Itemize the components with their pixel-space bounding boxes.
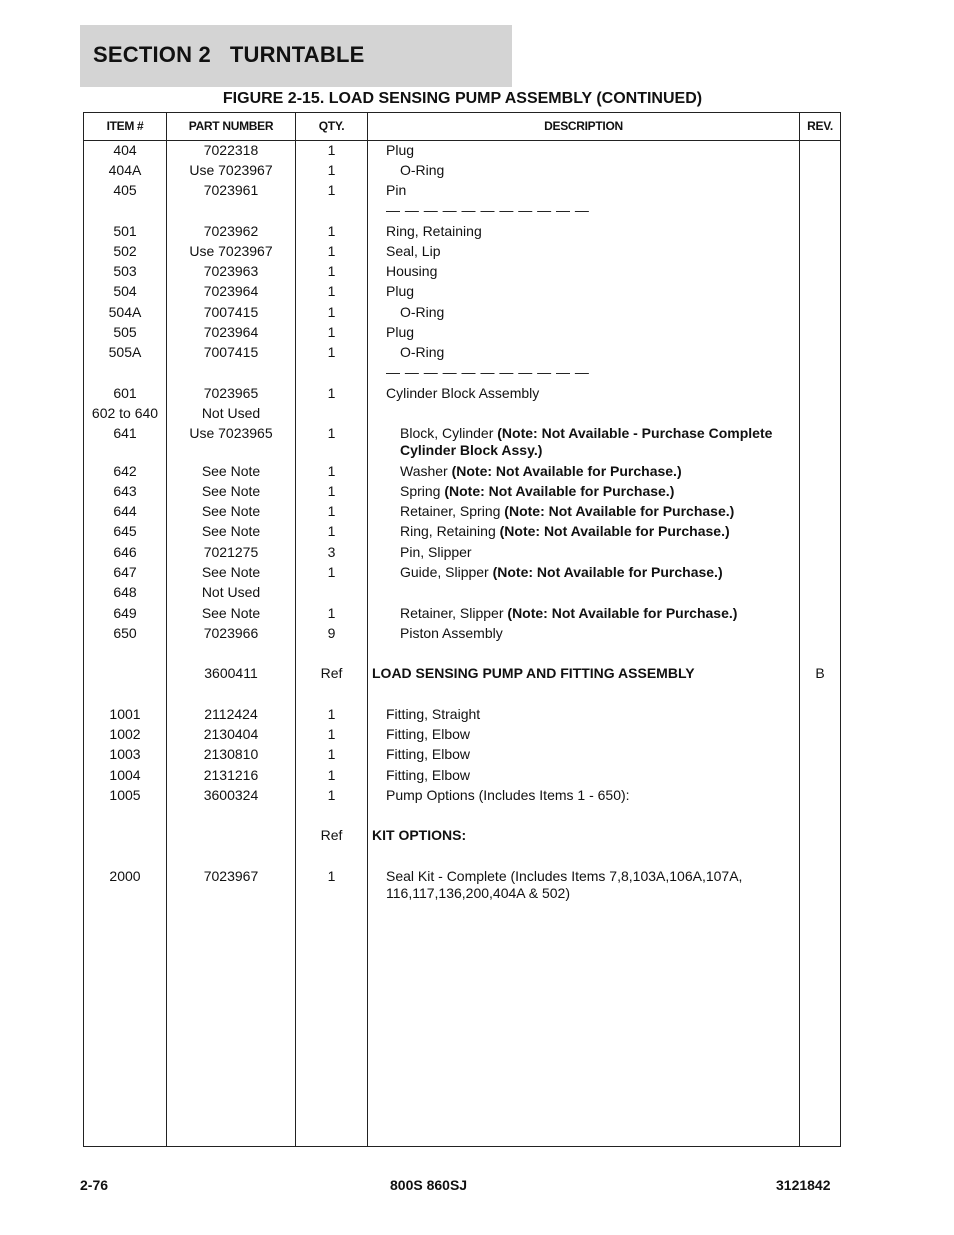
part-number: See Note [201,523,261,539]
availability-note: (Note: Not Available for Purchase.) [507,605,738,621]
part-number: 2130404 [203,726,259,742]
description [386,324,798,341]
quantity: 1 [327,503,336,519]
section-band [80,25,512,87]
description-text: Plug [386,283,415,299]
footer-page-number: 2-76 [80,1177,109,1193]
availability-note: (Note: Not Available for Purchase.) [451,463,682,479]
quantity: 1 [327,283,336,299]
item-number: 501 [113,223,137,239]
column-header-part-number: PART NUMBER [188,119,274,133]
part-number: 7007415 [203,304,259,320]
header-divider [84,140,840,141]
description-text: Piston Assembly [400,625,503,641]
description [372,665,798,682]
description [400,503,800,520]
description [400,564,800,581]
description [400,162,800,179]
description-text: Guide, Slipper [400,564,493,580]
description-text: Spring [400,483,445,499]
part-number: See Note [201,605,261,621]
item-number: 601 [113,385,137,401]
description [386,706,798,723]
part-number: 7007415 [203,344,259,360]
part-number: 7023964 [203,283,259,299]
description-text: O-Ring [400,162,445,178]
quantity: 1 [327,142,336,158]
quantity: 1 [327,726,336,742]
item-number: 1002 [109,726,141,742]
item-number: 404 [113,142,137,158]
quantity: 1 [327,385,336,401]
part-number: 7023961 [203,182,259,198]
quantity: 1 [327,182,336,198]
item-number: 641 [113,425,137,441]
availability-note: (Note: Not Available - Purchase Complete Cylinder Block Assy.) [400,425,773,458]
description [386,868,798,902]
item-number: 602 to 640 [91,405,159,421]
description-text: Pin, Slipper [400,544,472,560]
description [386,142,798,159]
item-number: 1004 [109,767,141,783]
group-separator [386,364,798,381]
description-text: Pin [386,182,407,198]
description [400,625,800,642]
part-number: 2131216 [203,767,259,783]
description-text: Fitting, Straight [386,706,481,722]
part-number: 7021275 [203,544,259,560]
description-text: Plug [386,324,415,340]
quantity: 1 [327,344,336,360]
quantity: 1 [327,564,336,580]
description-text: Plug [386,142,415,158]
part-number: See Note [201,463,261,479]
availability-note: (Note: Not Available for Purchase.) [499,523,730,539]
description-text: Seal Kit - Complete (Includes Items 7,8,103A,106A,107A, 116,117,136,200,404A & 502) [386,868,743,901]
description [386,223,798,240]
description-text: — — — — — — — — — — — [386,364,590,380]
quantity: 1 [327,425,336,441]
item-number: 643 [113,483,137,499]
description [386,263,798,280]
availability-note: (Note: Not Available for Purchase.) [444,483,675,499]
description [400,605,800,622]
description [386,726,798,743]
quantity: 1 [327,243,336,259]
item-number: 647 [113,564,137,580]
item-number: 1005 [109,787,141,803]
description-text: Housing [386,263,438,279]
quantity: 1 [327,162,336,178]
part-number: See Note [201,564,261,580]
part-number: See Note [201,483,261,499]
description-text: Fitting, Elbow [386,726,471,742]
section-title: SECTION 2 TURNTABLE [93,42,365,67]
description [400,304,800,321]
part-number: 7022318 [203,142,259,158]
part-number: See Note [201,503,261,519]
column-header-item: ITEM # [106,119,144,133]
part-number: Use 7023967 [189,243,273,259]
description-text: — — — — — — — — — — — [386,202,590,218]
description [386,243,798,260]
group-separator [386,202,798,219]
description-text: O-Ring [400,344,445,360]
quantity: 9 [327,625,336,641]
part-number: 2112424 [204,706,258,722]
description [400,544,800,561]
part-number: Not Used [201,584,261,600]
quantity: 1 [327,324,336,340]
availability-note: (Note: Not Available for Purchase.) [504,503,735,519]
quantity: Ref [320,665,343,681]
part-number: Use 7023965 [189,425,273,441]
column-header-qty: QTY. [318,119,345,133]
column-divider [367,113,368,1146]
item-number: 404A [108,162,142,178]
description [400,483,800,500]
item-number: 505A [108,344,142,360]
revision: B [815,665,825,681]
quantity: 1 [327,706,336,722]
part-number: 3600324 [203,787,259,803]
description [386,385,798,402]
quantity: 1 [327,787,336,803]
parts-table [83,112,841,1147]
item-number: 1001 [109,706,141,722]
quantity: 1 [327,746,336,762]
footer-doc-number: 3121842 [776,1177,831,1193]
description [400,425,800,459]
description-text: Cylinder Block Assembly [386,385,540,401]
item-number: 650 [113,625,137,641]
description-text: Block, Cylinder [400,425,498,441]
item-number: 405 [113,182,137,198]
item-number: 646 [113,544,137,560]
part-number: 7023965 [203,385,259,401]
part-number: 2130810 [203,746,259,762]
part-number: 7023967 [203,868,259,884]
quantity: 1 [327,263,336,279]
description [386,787,798,804]
item-number: 503 [113,263,137,279]
availability-note: (Note: Not Available for Purchase.) [492,564,723,580]
item-number: 504A [108,304,142,320]
description-text: LOAD SENSING PUMP AND FITTING ASSEMBLY [372,665,695,681]
description-text: KIT OPTIONS: [372,827,467,843]
description [386,182,798,199]
quantity: 1 [327,523,336,539]
description-text: Retainer, Spring [400,503,505,519]
description-text: Fitting, Elbow [386,746,471,762]
description-text: Fitting, Elbow [386,767,471,783]
quantity: 1 [327,605,336,621]
description [386,767,798,784]
description-text: Washer [400,463,452,479]
item-number: 505 [113,324,137,340]
description [400,344,800,361]
part-number: Use 7023967 [189,162,273,178]
description-text: Retainer, Slipper [400,605,508,621]
quantity: 1 [327,223,336,239]
description [400,523,800,540]
quantity: Ref [320,827,343,843]
item-number: 645 [113,523,137,539]
description [386,283,798,300]
description-text: Ring, Retaining [400,523,500,539]
description-text: Ring, Retaining [386,223,482,239]
footer-model: 800S 860SJ [390,1177,468,1193]
quantity: 3 [327,544,336,560]
item-number: 1003 [109,746,141,762]
description-text: Pump Options (Includes Items 1 - 650): [386,787,630,803]
description-text: O-Ring [400,304,445,320]
item-number: 504 [113,283,137,299]
description [386,746,798,763]
item-number: 2000 [109,868,141,884]
item-number: 649 [113,605,137,621]
part-number: Not Used [201,405,261,421]
figure-title: FIGURE 2-15. LOAD SENSING PUMP ASSEMBLY (CONTINUED) [222,90,703,107]
description-text: Seal, Lip [386,243,441,259]
item-number: 648 [113,584,137,600]
description [372,827,798,844]
quantity: 1 [327,868,336,884]
item-number: 644 [113,503,137,519]
column-header-rev: REV. [807,119,833,133]
quantity: 1 [327,304,336,320]
item-number: 502 [113,243,137,259]
part-number: 7023962 [203,223,259,239]
part-number: 7023963 [203,263,259,279]
part-number: 7023964 [203,324,259,340]
quantity: 1 [327,767,336,783]
part-number: 3600411 [204,665,258,681]
item-number: 642 [113,463,137,479]
quantity: 1 [327,483,336,499]
quantity: 1 [327,463,336,479]
description [400,463,800,480]
column-header-description: DESCRIPTION [544,119,623,133]
part-number: 7023966 [203,625,259,641]
